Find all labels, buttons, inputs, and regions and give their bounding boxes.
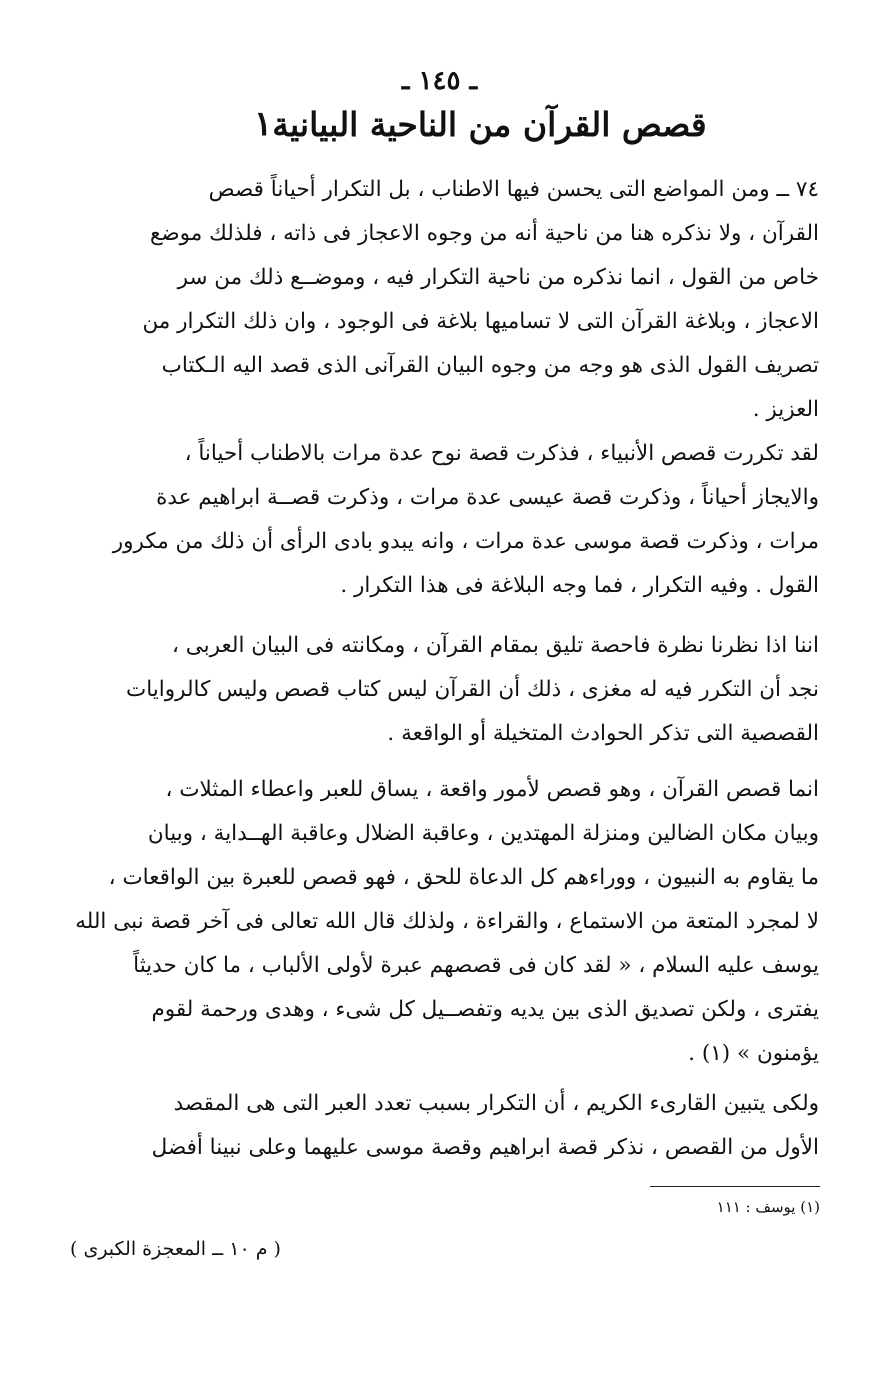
- text-line: اننا اذا نظرنا نظرة فاحصة تليق بمقام القرآن ، ومكانته فى البيان العربى ،: [171, 633, 819, 658]
- text-line: يوسف عليه السلام ، « لقد كان فى قصصهم عبرة لأولى الألباب ، ما كان حديثاً: [133, 953, 819, 978]
- text-line: ٧٤ ــ ومن المواضع التى يحسن فيها الاطناب ، بل التكرار أحياناً قصص: [208, 177, 819, 202]
- text-line: الاعجاز ، وبلاغة القرآن التى لا تساميها بلاغة فى الوجود ، وان ذلك التكرار من: [142, 309, 819, 334]
- signature-mark: ( م ١٠ ــ المعجزة الكبرى ): [70, 1238, 281, 1260]
- text-line: ولكى يتبين القارىء الكريم ، أن التكرار بسبب تعدد العبر التى هى المقصد: [173, 1091, 819, 1116]
- text-line: العزيز .: [752, 397, 819, 422]
- text-line: لا لمجرد المتعة من الاستماع ، والقراءة ، ولذلك قال الله تعالى فى آخر قصة نبى الله: [75, 909, 819, 934]
- page-number: ـ ١٤٥ ـ: [401, 66, 478, 96]
- text-line: تصريف القول الذى هو وجه من وجوه البيان القرآنى الذى قصد اليه الـكتاب: [161, 353, 819, 378]
- chapter-marker: ١: [254, 104, 273, 144]
- text-line: والايجاز أحياناً ، وذكرت قصة عيسى عدة مرات ، وذكرت قصــة ابراهيم عدة: [156, 485, 819, 510]
- footnote-divider: [650, 1186, 820, 1187]
- paragraph-3: [74, 624, 819, 756]
- text-line: يؤمنون » (١) .: [688, 1041, 819, 1066]
- chapter-heading: [230, 104, 707, 144]
- text-line: وبيان مكان الضالين ومنزلة المهتدين ، وعاقبة الضلال وعاقبة الهــداية ، وبيان: [147, 821, 819, 846]
- paragraph-1: [74, 168, 819, 432]
- text-line: القول . وفيه التكرار ، فما وجه البلاغة فى هذا التكرار .: [340, 573, 819, 598]
- footnote: (١) يوسف : ١١١: [716, 1198, 820, 1216]
- text-line: الأول من القصص ، نذكر قصة ابراهيم وقصة موسى عليهما وعلى نبينا أفضل: [151, 1135, 819, 1160]
- paragraph-2: [74, 432, 819, 608]
- text-line: لقد تكررت قصص الأنبياء ، فذكرت قصة نوح عدة مرات بالاطناب أحياناً ،: [184, 441, 819, 466]
- text-line: ما يقاوم به النبيون ، ووراءهم كل الدعاة للحق ، فهو قصص للعبرة بين الواقعات ،: [108, 865, 819, 890]
- text-line: خاص من القول ، انما نذكره من ناحية التكرار فيه ، وموضــع ذلك من سر: [177, 265, 819, 290]
- text-line: يفترى ، ولكن تصديق الذى بين يديه وتفصــيل كل شىء ، وهدى ورحمة لقوم: [151, 997, 819, 1022]
- paragraph-5: [74, 1082, 819, 1170]
- text-line: انما قصص القرآن ، وهو قصص لأمور واقعة ، يساق للعبر واعطاء المثلات ،: [165, 777, 819, 802]
- text-line: مرات ، وذكرت قصة موسى عدة مرات ، وانه يبدو بادى الرأى أن ذلك من مكرور: [112, 529, 819, 554]
- chapter-title: قصص القرآن من الناحية البيانية: [272, 104, 707, 144]
- text-line: نجد أن التكرر فيه له مغزى ، ذلك أن القرآن ليس كتاب قصص وليس كالروايات: [125, 677, 819, 702]
- text-line: القرآن ، ولا نذكره هنا من ناحية أنه من وجوه الاعجاز فى ذاته ، فلذلك موضع: [149, 221, 819, 246]
- paragraph-4: [74, 768, 819, 1076]
- text-line: القصصية التى تذكر الحوادث المتخيلة أو الواقعة .: [387, 721, 819, 746]
